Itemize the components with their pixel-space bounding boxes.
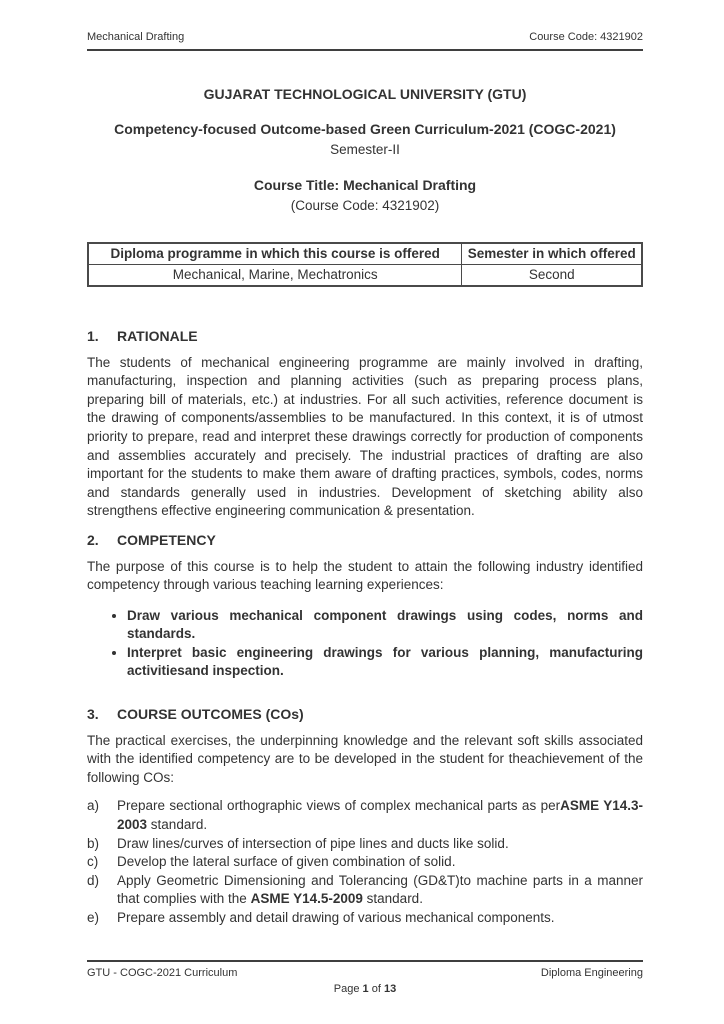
list-item-text: standard.: [147, 817, 208, 833]
curriculum-title: Competency-focused Outcome-based Green Curriculum-2021 (COGC-2021): [114, 120, 616, 137]
list-item-text: Apply Geometric Dimensioning and Tolerancing (GD&T)to machine parts in a manner that complies with the: [117, 872, 643, 907]
section-title: COMPETENCY: [117, 531, 216, 548]
offer-table: [87, 242, 643, 287]
rationale-paragraph: The students of mechanical engineering programme are mainly involved in drafting, manufacturing, inspection and planning activities (such as preparing process plans, preparing bill of materials, etc.) at industries. For all such activities, reference document is the drawing of components/assemblies to be manufactured. In this context, it is of utmost priority to prepare, read and interpret these drawings correctly for production of components and assemblies accurately and precisely. The industrial practices of drafting are also important for the students to make them aware of drafting practices, symbols, codes, norms and standards generally used in industries. Development of sketching ability also strengthens effective engineering communication & presentation.: [87, 354, 643, 519]
list-item-bold-text: ASME Y14.3-2003: [117, 798, 643, 833]
course-outcomes-list: [87, 797, 643, 927]
page-number: [87, 982, 643, 996]
list-item: • Draw various mechanical component drawings using codes, norms and standards.: [127, 607, 643, 644]
page-number-prefix: Page: [333, 983, 363, 995]
running-footer: [87, 960, 643, 996]
section-heading-course-outcomes: [87, 705, 643, 724]
list-item-text: Draw lines/curves of intersection of pipe lines and ducts like solid.: [117, 835, 509, 851]
list-item: [87, 853, 643, 872]
footer-programme-label: Diploma Engineering: [540, 967, 643, 979]
list-label: a): [87, 798, 100, 814]
running-header: [87, 30, 643, 51]
footer-curriculum-label: GTU - COGC-2021 Curriculum: [87, 967, 238, 979]
semester-label: Semester-II: [330, 142, 400, 158]
list-label: b): [87, 835, 100, 851]
course-outcomes-intro-paragraph: The practical exercises, the underpinning knowledge and the relevant soft skills associated with the identified competency are to be developed in the student for theachievement of the following COs:: [87, 732, 643, 785]
competency-bullet-list: [87, 607, 643, 681]
section-title: COURSE OUTCOMES (COs): [117, 706, 304, 723]
section-heading-competency: [87, 531, 643, 550]
list-item-text: Develop the lateral surface of given combination of solid.: [117, 854, 456, 870]
section-number: 2.: [87, 531, 99, 548]
list-item: [87, 835, 643, 854]
section-title: RATIONALE: [117, 327, 198, 344]
section-heading-rationale: [87, 327, 643, 346]
offer-table-cell-programmes: Mechanical, Marine, Mechatronics: [88, 264, 462, 286]
list-item: • Interpret basic engineering drawings for various planning, manufacturing activitiesand inspection.: [127, 644, 643, 681]
page-number-total: 13: [383, 983, 397, 995]
list-item: [87, 909, 643, 928]
header-course-name: Mechanical Drafting: [87, 31, 185, 43]
page-content: [0, 30, 724, 928]
university-title: GUJARAT TECHNOLOGICAL UNIVERSITY (GTU): [203, 86, 527, 102]
section-number: 1.: [87, 327, 99, 344]
list-item-bold-text: ASME Y14.5-2009: [250, 891, 363, 907]
competency-intro-paragraph: The purpose of this course is to help the student to attain the following industry identified competency through various teaching learning experiences:: [87, 558, 643, 593]
list-label: c): [87, 854, 99, 870]
course-code: (Course Code: 4321902): [290, 198, 440, 214]
list-item-text: Prepare sectional orthographic views of complex mechanical parts as per: [117, 798, 561, 814]
page-number-current: 1: [362, 983, 369, 995]
page-number-separator: of: [368, 983, 384, 995]
list-label: d): [87, 872, 100, 888]
list-item-text: standard.: [362, 891, 423, 907]
list-item: [87, 797, 643, 834]
offer-table-header-semester: Semester in which offered: [462, 243, 642, 265]
footer-row: [87, 966, 643, 980]
list-item: [87, 872, 643, 909]
offer-table-cell-semester: Second: [462, 264, 642, 286]
header-course-code: Course Code: 4321902: [529, 31, 643, 43]
offer-table-header-row: [88, 243, 642, 265]
offer-table-header-programme: Diploma programme in which this course is offered: [88, 243, 462, 265]
section-number: 3.: [87, 706, 99, 723]
list-item-text: Prepare assembly and detail drawing of various mechanical components.: [117, 910, 555, 925]
list-label: e): [87, 910, 100, 925]
course-title: Course Title: Mechanical Drafting: [253, 176, 477, 193]
table-row: [88, 264, 642, 286]
